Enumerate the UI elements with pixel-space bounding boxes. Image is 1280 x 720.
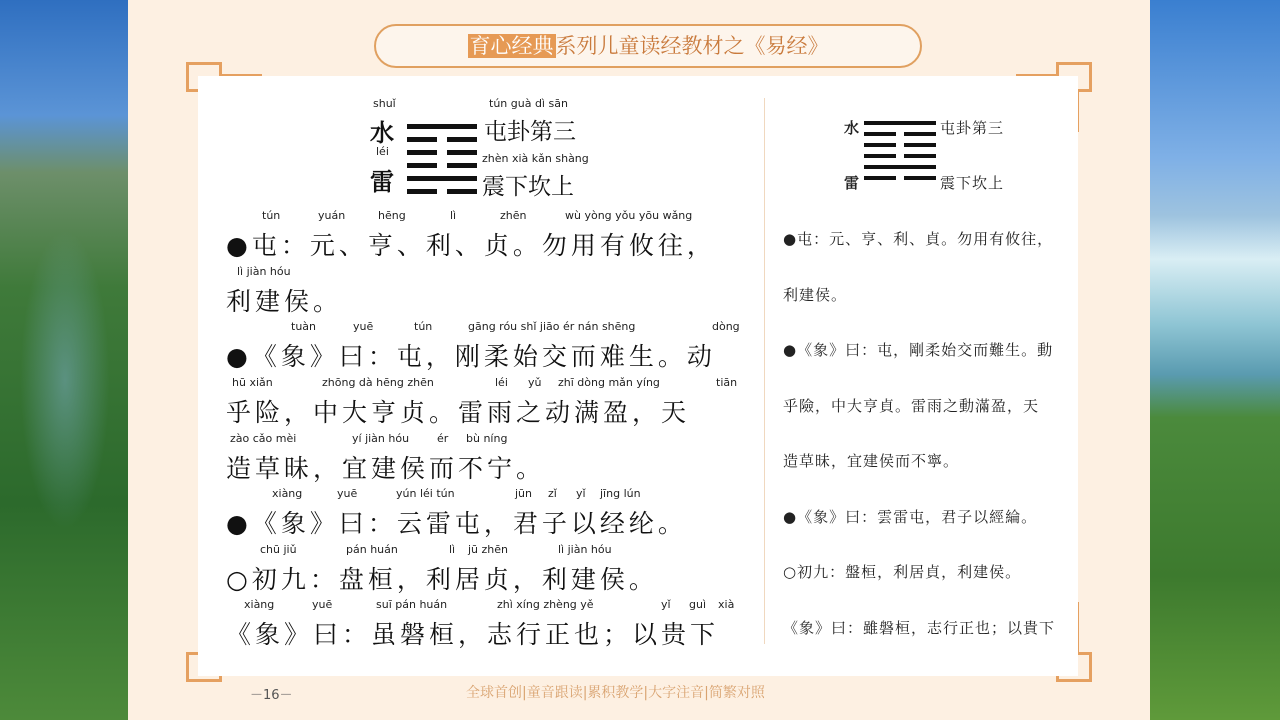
pinyin-annotation: zǐ (548, 487, 557, 500)
pinyin-annotation: lì jiàn hóu (558, 543, 612, 556)
pinyin-annotation: xià (718, 598, 735, 611)
pinyin-annotation: dòng (712, 320, 740, 333)
yin-line-left (407, 124, 477, 129)
pinyin-annotation: jū zhēn (468, 543, 509, 556)
hexagram-subtitle: 震下坎上 (482, 174, 574, 200)
footer-slogan: 全球首创|童音跟读|累积教学|大字注音|简繁对照 (466, 685, 765, 701)
pinyin-annotation: yún léi tún (396, 487, 455, 500)
yin-line-right (447, 137, 477, 142)
pinyin-annotation: ér (437, 432, 449, 445)
yin-line-right (447, 163, 477, 168)
verse-line: ●《象》曰：云雷屯，君子以经纶。 (226, 509, 687, 538)
verse-line: 造草昧，宜建侯而不宁。 (226, 454, 546, 483)
pinyin-annotation: yǔ (528, 376, 542, 389)
pinyin-annotation: yuán (318, 209, 346, 222)
pinyin-annotation: xiàng (244, 598, 275, 611)
traditional-verse-line: 造草昧，宜建侯而不寧。 (783, 452, 960, 470)
yang-line (864, 165, 936, 169)
page-header (374, 24, 922, 68)
pinyin-annotation: yǐ (576, 487, 586, 500)
pinyin-annotation: tún (262, 209, 281, 222)
pinyin-annotation: jīng lún (600, 487, 641, 500)
pinyin-annotation: chū jiǔ (260, 543, 297, 556)
column-divider (764, 98, 765, 644)
yin-line-right (904, 143, 936, 147)
right-lower-trigram-char: 雷 (844, 174, 861, 192)
verse-line: 利建侯。 (226, 287, 343, 316)
pinyin-annotation: gāng róu shǐ jiāo ér nán shēng (468, 320, 636, 333)
pinyin-annotation: yuē (353, 320, 374, 333)
traditional-verse-line: ●屯：元、亨、利、貞。勿用有攸往， (783, 230, 1054, 248)
verse-line: 乎险，中大亨贞。雷雨之动满盈，天 (226, 398, 691, 427)
pinyin-annotation: hū xiǎn (232, 376, 273, 389)
pinyin-annotation: léi (495, 376, 508, 389)
background-photo-left (0, 0, 128, 720)
yin-line-left (864, 154, 896, 158)
pinyin-annotation: wù yòng yǒu yōu wǎng (565, 209, 693, 222)
lower-trigram-pinyin: léi (376, 145, 389, 158)
pinyin-annotation: tún (414, 320, 433, 333)
verse-line: 《象》曰：虽磐桓，志行正也；以贵下 (226, 620, 720, 649)
pinyin-annotation: zhōng dà hēng zhēn (322, 376, 434, 389)
right-upper-trigram-char: 水 (844, 119, 861, 137)
hexagram-subtitle-pinyin: zhèn xià kǎn shàng (482, 152, 589, 165)
yang-line (407, 176, 477, 181)
verse-line: ○初九：盘桓，利居贞，利建侯。 (226, 565, 658, 594)
right-hexagram-subtitle: 震下坎上 (940, 174, 1005, 192)
traditional-verse-line: 乎險，中大亨貞。雷雨之動滿盈，天 (783, 396, 1040, 415)
pinyin-annotation: yuē (312, 598, 333, 611)
pinyin-annotation: jūn (515, 487, 532, 500)
traditional-verse-line: ●《象》曰：雲雷屯，君子以經綸。 (783, 507, 1038, 526)
pinyin-annotation: hēng (378, 209, 406, 222)
page-number: －16－ (250, 688, 293, 703)
yin-line-right (904, 176, 936, 180)
yin-line-left (864, 132, 896, 136)
pinyin-annotation: pán huán (346, 543, 398, 556)
pinyin-annotation: yǐ (661, 598, 671, 611)
yin-line-right (447, 189, 477, 194)
pinyin-annotation: lì (449, 543, 456, 556)
yin-line-right (447, 150, 477, 155)
traditional-verse-line: 利建侯。 (783, 285, 848, 304)
hexagram-title: 屯卦第三 (484, 119, 576, 145)
pinyin-annotation: zhēn (500, 209, 527, 222)
pinyin-annotation: zhī dòng mǎn yíng (558, 376, 660, 389)
upper-trigram-char: 水 (370, 118, 394, 147)
pinyin-annotation: yuē (337, 487, 358, 500)
yin-line-left (407, 137, 437, 142)
yin-line-left (407, 189, 437, 194)
pinyin-annotation: xiàng (272, 487, 303, 500)
pinyin-annotation: zhì xíng zhèng yě (497, 598, 594, 611)
pinyin-annotation: lì (450, 209, 457, 222)
pinyin-annotation: tiān (716, 376, 738, 389)
pinyin-annotation: lì jiàn hóu (237, 265, 291, 278)
header-highlight: 育心经典 (469, 34, 554, 58)
header-title: 系列儿童读经教材之《易经》 (555, 34, 829, 58)
verse-line: ●屯：元、亨、利、贞。勿用有攸往， (226, 231, 716, 260)
traditional-verse-line: 《象》曰：雖磐桓，志行正也；以貴下 (783, 618, 1056, 637)
yin-line-left (864, 176, 896, 180)
background-photo-right (1150, 0, 1280, 720)
pinyin-annotation: guì (689, 598, 707, 611)
upper-trigram-pinyin: shuǐ (373, 97, 396, 110)
traditional-verse-line: ●《象》曰：屯，剛柔始交而難生。動 (783, 341, 1054, 359)
pinyin-annotation: zào cǎo mèi (230, 432, 297, 445)
yin-line (864, 121, 936, 125)
pinyin-annotation: bù níng (466, 432, 508, 445)
pinyin-annotation: tuàn (291, 320, 316, 333)
hexagram-title-pinyin: tún guà dì sān (489, 97, 568, 110)
traditional-verse-line: ○初九：盤桓，利居貞，利建侯。 (783, 563, 1022, 581)
pinyin-annotation: yí jiàn hóu (352, 432, 410, 445)
verse-line: ●《象》曰：屯，刚柔始交而难生。动 (226, 342, 716, 371)
yin-line-right (904, 132, 936, 136)
right-hexagram-title: 屯卦第三 (940, 119, 1005, 137)
yin-line-left (407, 163, 437, 168)
yin-line-left (864, 143, 896, 147)
yin-line-right (904, 154, 936, 158)
lower-trigram-char: 雷 (370, 167, 394, 196)
pinyin-annotation: suī pán huán (376, 598, 448, 611)
yin-line-left (407, 150, 437, 155)
